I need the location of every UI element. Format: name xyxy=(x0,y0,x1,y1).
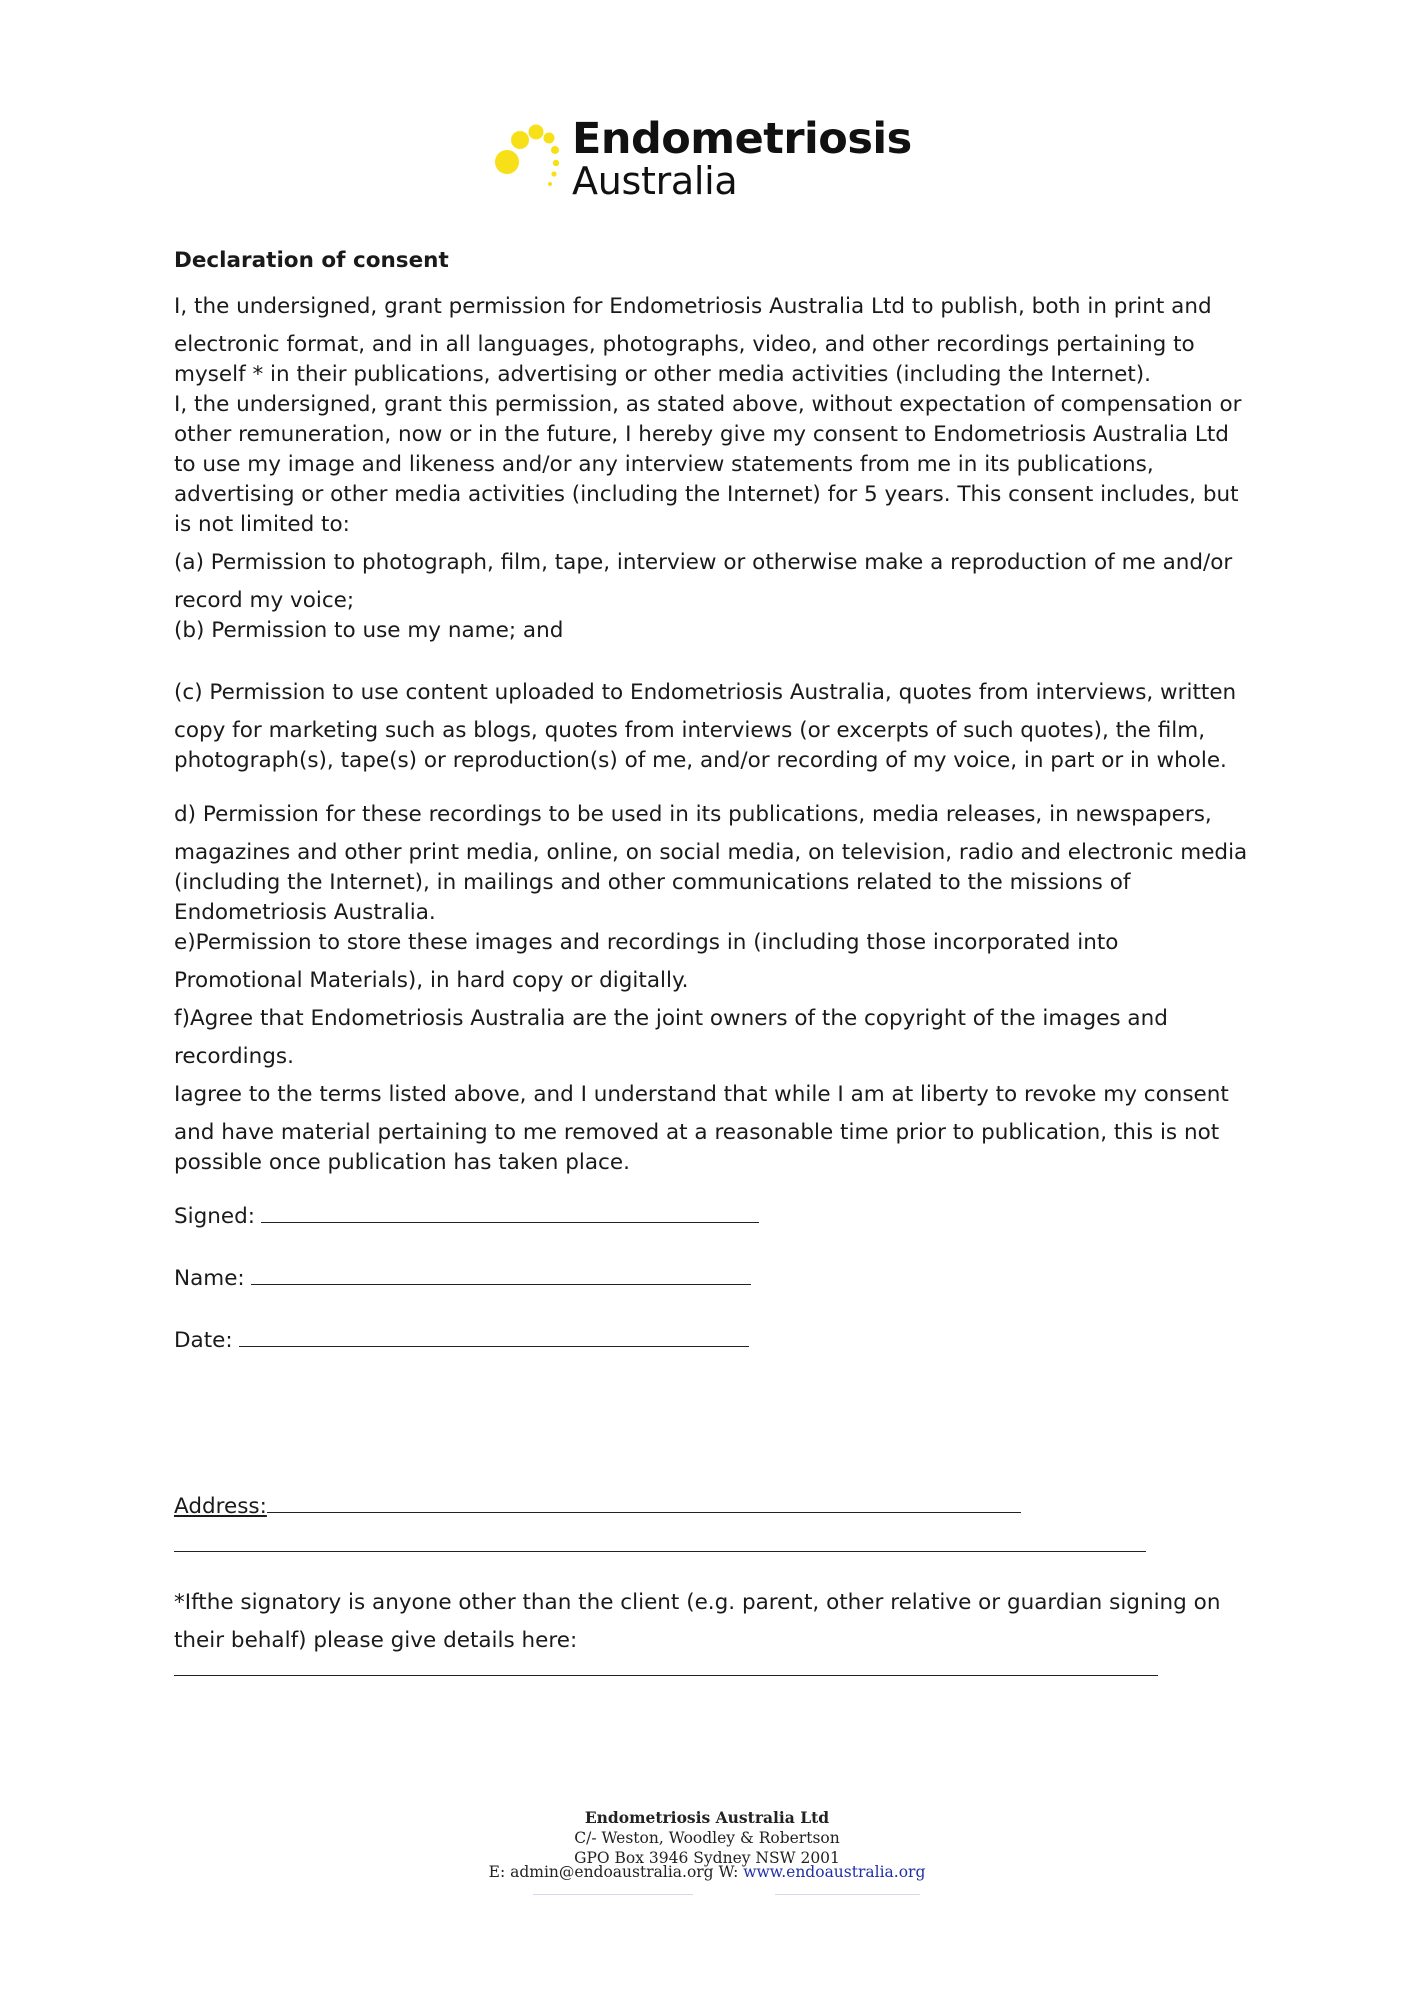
address-line-2[interactable] xyxy=(174,1550,1146,1552)
clause-c-rest: copy for marketing such as blogs, quotes from interviews (or excerpts of such quotes), the film, photograph(s), tape(s) or reproduction(s) of me, and/or recording of my voice, in part or in whole. xyxy=(174,718,1227,773)
footer-divider-left xyxy=(533,1894,693,1895)
clause-a-line2: record my voice; xyxy=(174,588,355,613)
footer-org-name: Endometriosis Australia Ltd xyxy=(584,1808,830,1827)
guardian-note xyxy=(174,1588,1254,1656)
document-heading: Declaration of consent xyxy=(174,248,449,273)
paragraph-permission-rest: electronic format, and in all languages, photographs, video, and other recordings pertaining to myself * in their publications, advertising or other media activities (including the Internet). xyxy=(174,332,1195,387)
clause-a xyxy=(174,548,1254,616)
address-field[interactable] xyxy=(174,1490,1254,1522)
date-field[interactable] xyxy=(174,1324,1254,1356)
signed-label: Signed: xyxy=(174,1204,256,1229)
name-line[interactable] xyxy=(251,1262,751,1285)
footer-care-of: C/- Weston, Woodley & Robertson xyxy=(574,1829,840,1847)
footer-website-link[interactable]: www.endoaustralia.org xyxy=(743,1863,926,1881)
footer-contact xyxy=(0,1862,1414,1882)
paragraph-permission-line1: I, the undersigned, grant permission for Endometriosis Australia Ltd to publish, both in print and xyxy=(174,294,1212,319)
clause-e-line1: e)Permission to store these images and recordings in (including those incorporated into xyxy=(174,930,1119,955)
clause-a-line1: (a) Permission to photograph, film, tape, interview or otherwise make a reproduction of me and/or xyxy=(174,550,1233,575)
endometriosis-australia-logo xyxy=(490,114,930,208)
name-label: Name: xyxy=(174,1266,245,1291)
logo-dots-icon xyxy=(490,118,580,208)
date-label: Date: xyxy=(174,1328,233,1353)
clause-b: (b) Permission to use my name; and xyxy=(174,618,564,643)
clause-c-line1: (c) Permission to use content uploaded to Endometriosis Australia, quotes from interviews, written xyxy=(174,680,1237,705)
clause-d xyxy=(174,800,1254,928)
address-label: Address: xyxy=(174,1494,267,1519)
address-line[interactable] xyxy=(267,1490,1021,1513)
footer-po-box: GPO Box 3946 Sydney NSW 2001 xyxy=(574,1849,840,1867)
clause-d-rest: magazines and other print media, online, on social media, on television, radio and electronic media (including the Internet), in mailings and other communications related to the missions of Endometriosis Australia. xyxy=(174,840,1248,925)
footer xyxy=(0,1808,1414,1882)
clause-c xyxy=(174,678,1254,776)
guardian-note-line2: their behalf) please give details here: xyxy=(174,1628,578,1653)
footer-email: E: admin@endoaustralia.org W: xyxy=(488,1863,744,1881)
footer-divider-right xyxy=(775,1894,920,1895)
clause-d-line1: d) Permission for these recordings to be used in its publications, media releases, in newspapers, xyxy=(174,802,1212,827)
clause-e xyxy=(174,928,1254,996)
guardian-details-line[interactable] xyxy=(174,1674,1158,1676)
paragraph-agreement-line1: Iagree to the terms listed above, and I understand that while I am at liberty to revoke my consent xyxy=(174,1082,1229,1107)
paragraph-agreement-rest: and have material pertaining to me removed at a reasonable time prior to publication, this is not possible once publication has taken place. xyxy=(174,1120,1220,1175)
logo-wordmark-line2: Australia xyxy=(572,159,738,203)
paragraph-agreement xyxy=(174,1080,1254,1178)
name-field[interactable] xyxy=(174,1262,1254,1294)
clause-f xyxy=(174,1004,1254,1072)
clause-f-line1: f)Agree that Endometriosis Australia are the joint owners of the copyright of the images and xyxy=(174,1006,1168,1031)
logo-wordmark-line1: Endometriosis xyxy=(572,114,912,164)
paragraph-permission xyxy=(174,292,1254,390)
paragraph-remuneration: I, the undersigned, grant this permission, as stated above, without expectation of compensation or other remuneration, now or in the future, I hereby give my consent to Endometriosis Australia Ltd to use my image and likeness and/or any interview statements from me in its publications, advertising or other media activities (including the Internet) for 5 years. This consent includes, but is not limited to: xyxy=(174,392,1242,537)
signed-field[interactable] xyxy=(174,1200,1254,1232)
clause-f-line2: recordings. xyxy=(174,1044,294,1069)
clause-e-line2: Promotional Materials), in hard copy or digitally. xyxy=(174,968,689,993)
guardian-note-line1: *Ifthe signatory is anyone other than the client (e.g. parent, other relative or guardian signing on xyxy=(174,1590,1221,1615)
consent-text xyxy=(174,246,1254,1676)
signed-line[interactable] xyxy=(261,1200,759,1223)
date-line[interactable] xyxy=(239,1324,749,1347)
